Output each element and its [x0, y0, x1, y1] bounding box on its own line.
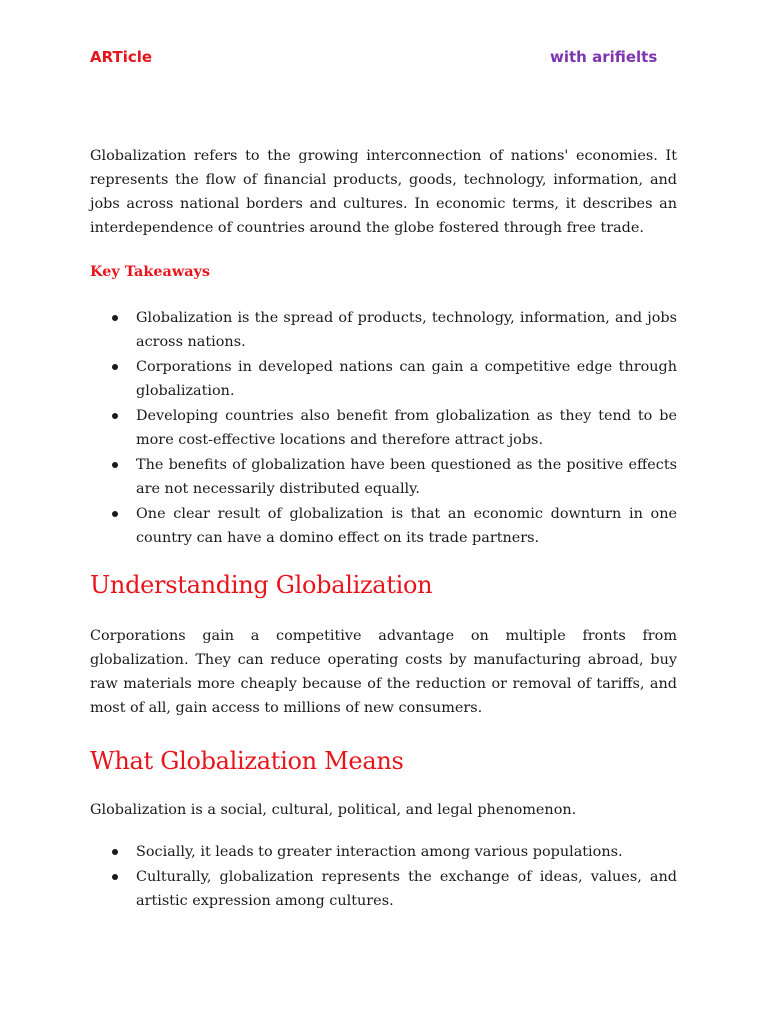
intro-paragraph: Globalization refers to the growing interconnection of nations' economies. It represents the flow of financial products, goods, technology, information, and jobs across national borders and cultures. In economic terms, it describes an interdependence of countries around the globe fostered through free trade. — [90, 148, 677, 236]
key-takeaways-heading: Key Takeaways — [90, 263, 211, 280]
list-item — [90, 404, 677, 452]
list-item — [90, 865, 677, 913]
bullet-icon — [112, 315, 118, 321]
list-item-text: The benefits of globalization have been questioned as the positive effects are not necessarily distributed equally. — [136, 457, 677, 497]
header-tagline: with arifielts — [550, 48, 658, 66]
list-item — [90, 840, 677, 864]
bullet-icon — [112, 511, 118, 517]
list-item — [90, 355, 677, 403]
key-takeaways-list — [90, 306, 677, 550]
list-item-text: Culturally, globalization represents the exchange of ideas, values, and artistic expression among cultures. — [136, 869, 677, 909]
header-brand: ARTicle — [90, 48, 153, 66]
bullet-icon — [112, 364, 118, 370]
bullet-icon — [112, 849, 118, 855]
list-item-text: Socially, it leads to greater interaction among various populations. — [136, 844, 623, 860]
bullet-icon — [112, 874, 118, 880]
article-body — [90, 144, 677, 914]
list-item — [90, 306, 677, 354]
bullet-icon — [112, 462, 118, 468]
list-item — [90, 502, 677, 550]
bullet-icon — [112, 413, 118, 419]
understanding-heading: Understanding Globalization — [90, 571, 433, 599]
means-heading: What Globalization Means — [90, 747, 404, 775]
means-list — [90, 840, 677, 913]
list-item — [90, 453, 677, 501]
means-paragraph: Globalization is a social, cultural, political, and legal phenomenon. — [90, 802, 577, 818]
list-item-text: Developing countries also benefit from globalization as they tend to be more cost-effective locations and therefore attract jobs. — [136, 408, 677, 448]
understanding-paragraph: Corporations gain a competitive advantage on multiple fronts from globalization. They can reduce operating costs by manufacturing abroad, buy raw materials more cheaply because of the reduction or removal of tariffs, and most of all, gain access to millions of new consumers. — [90, 628, 677, 716]
list-item-text: Corporations in developed nations can gain a competitive edge through globalization. — [136, 359, 677, 399]
list-item-text: Globalization is the spread of products, technology, information, and jobs across nations. — [136, 310, 677, 350]
list-item-text: One clear result of globalization is that an economic downturn in one country can have a domino effect on its trade partners. — [136, 506, 677, 546]
